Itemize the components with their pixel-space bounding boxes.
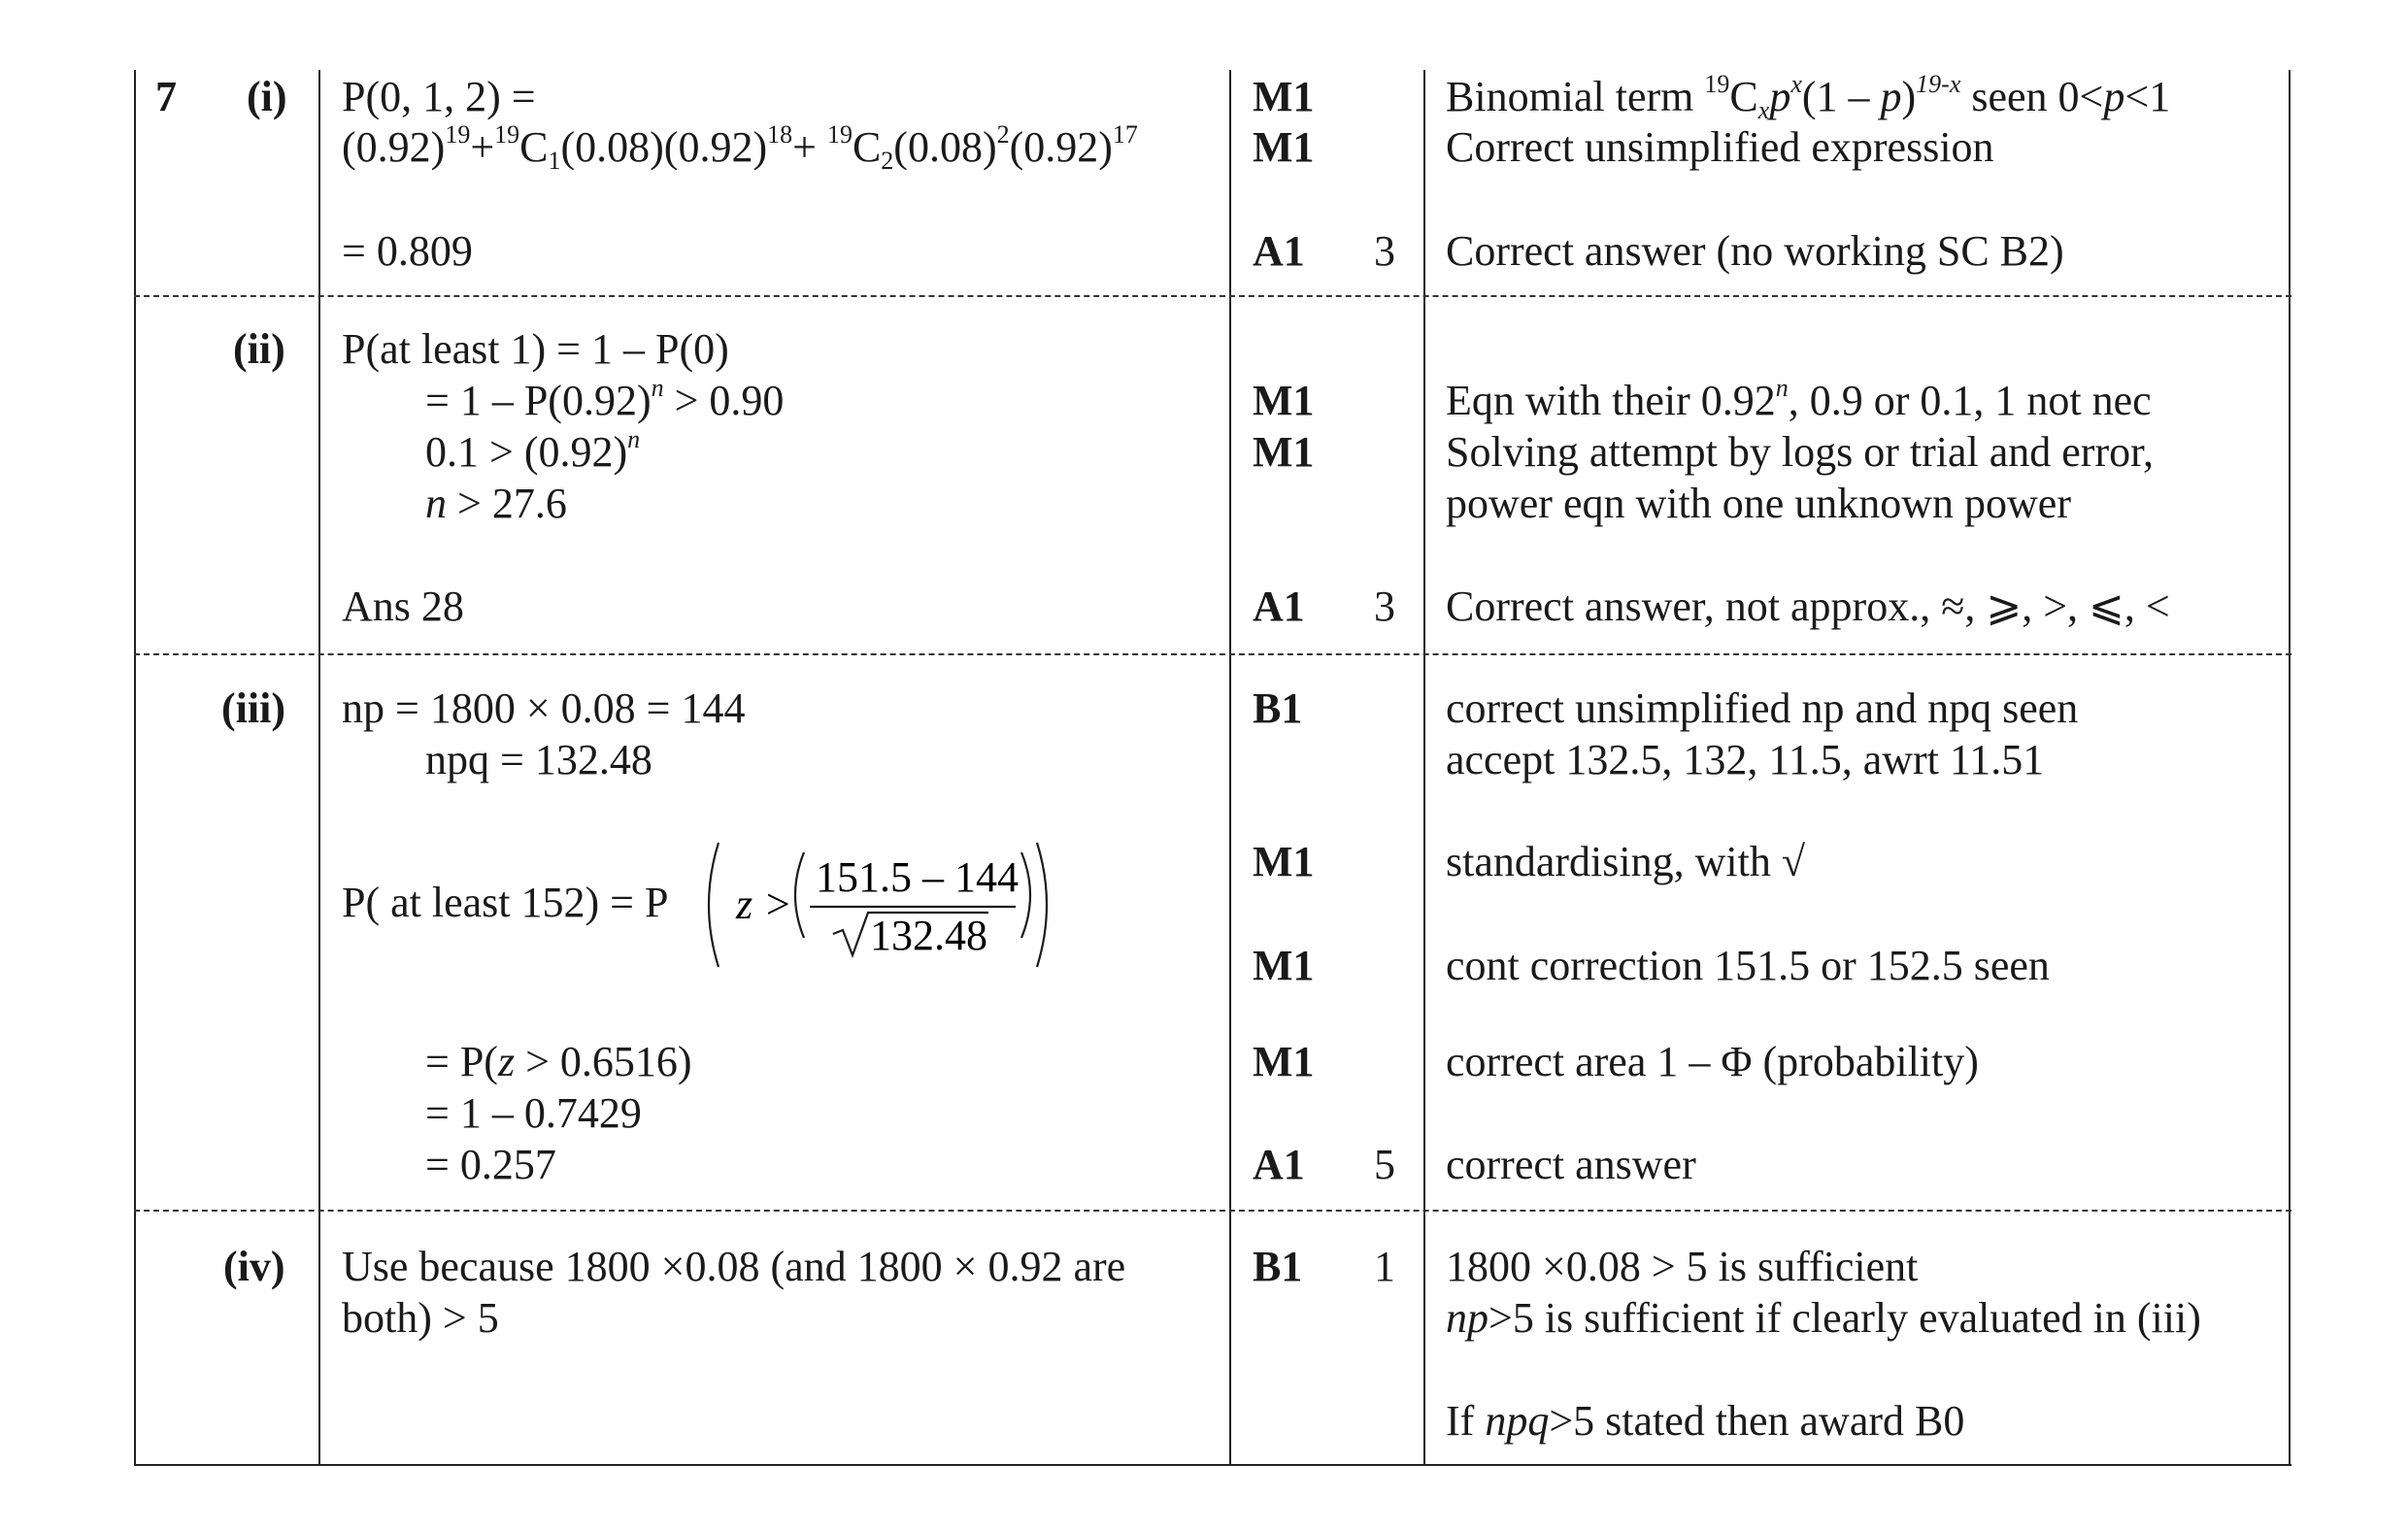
mark-code: A1 — [1253, 582, 1305, 630]
working-line: = P(z > 0.6516) — [425, 1038, 692, 1085]
guidance-line: Correct unsimplified expression — [1446, 123, 1994, 171]
table-border-left — [134, 70, 136, 1465]
mark-total: 1 — [1374, 1243, 1395, 1290]
table-border-right — [2289, 70, 2291, 1465]
table-divider-marks — [1423, 70, 1425, 1465]
part-label: (iii) — [221, 684, 285, 732]
part-label: (i) — [247, 73, 287, 120]
guidance-line: Correct answer (no working SC B2) — [1446, 227, 2064, 275]
question-number: 7 — [155, 73, 177, 120]
mark-code: M1 — [1253, 73, 1315, 120]
mark-total: 3 — [1374, 227, 1395, 275]
guidance-line: Solving attempt by logs or trial and error, — [1446, 428, 2154, 476]
mark-code: M1 — [1253, 123, 1315, 171]
working-line: = 1 – 0.7429 — [425, 1089, 642, 1137]
guidance-line: accept 132.5, 132, 11.5, awrt 11.51 — [1446, 736, 2045, 783]
mark-code: A1 — [1253, 227, 1305, 275]
working-line: P(at least 1) = 1 – P(0) — [342, 325, 729, 373]
fraction-denominator: 132.48 — [870, 912, 987, 959]
guidance-line: correct unsimplified np and npq seen — [1446, 684, 2079, 732]
working-answer: Ans 28 — [342, 582, 464, 630]
mark-code: A1 — [1253, 1141, 1305, 1188]
mark-code: M1 — [1253, 1038, 1315, 1085]
part-label: (ii) — [233, 325, 285, 373]
working-line: = $1 - P(0.92)^n > 0.90$ — [425, 374, 785, 424]
guidance-line: 1800 ×0.08 > 5 is sufficient — [1446, 1243, 1919, 1290]
working-line: P(0, 1, 2) = — [342, 73, 536, 120]
working-line: $0.1 > (0.92)^n$ — [425, 425, 641, 476]
working-line: both) > 5 — [342, 1294, 499, 1342]
mark-code: B1 — [1253, 1243, 1303, 1290]
guidance-line: standardising, with √ — [1446, 838, 1806, 885]
guidance-line: power eqn with one unknown power — [1446, 480, 2071, 527]
standardising-expression — [697, 837, 1058, 973]
mark-code: M1 — [1253, 942, 1315, 989]
working-line: n > 27.6 — [425, 480, 567, 527]
guidance-line: Correct answer, not approx., ≈, ⩾, >, ⩽, < — [1446, 582, 2170, 630]
mark-code: M1 — [1253, 377, 1315, 424]
guidance-line: Binomial term $^{19}$Cxp$^x$(1 – p)$^{19-x}$ seen 0<p<1 — [1446, 70, 2171, 124]
mark-code: M1 — [1253, 428, 1315, 476]
working-line: np = 1800 × 0.08 = 144 — [342, 684, 746, 732]
guidance-line: If npq>5 stated then award B0 — [1446, 1397, 1965, 1445]
working-answer: = 0.809 — [342, 227, 473, 275]
working-answer: = 0.257 — [425, 1141, 556, 1188]
guidance-line: np>5 is sufficient if clearly evaluated in (iii) — [1446, 1294, 2201, 1342]
mark-total: 5 — [1374, 1141, 1395, 1188]
part-label: (iv) — [223, 1243, 285, 1290]
row-separator — [134, 295, 2291, 297]
guidance-line: cont correction 151.5 or 152.5 seen — [1446, 942, 2050, 989]
table-divider-part — [318, 70, 320, 1465]
z-variable: z > — [736, 881, 792, 928]
fraction-numerator: 151.5 – 144 — [816, 853, 1019, 901]
guidance-line: correct answer — [1446, 1141, 1696, 1188]
table-divider-working — [1229, 70, 1231, 1465]
binomial-expression: $(0.92)^{19}+^{19}C1(0.08)(0.92)^{18}+ ^{19}C2(0.08)^2(0.92)^{17}$ — [342, 120, 1138, 175]
table-border-bottom — [134, 1464, 2291, 1466]
working-line: npq = 132.48 — [425, 736, 652, 783]
guidance-line: Eqn with their 0.92$^n$, 0.9 or 0.1, 1 not nec — [1446, 374, 2152, 424]
mark-total: 3 — [1374, 582, 1395, 630]
row-separator — [134, 1210, 2291, 1212]
mark-code: B1 — [1253, 684, 1303, 732]
mark-code: M1 — [1253, 838, 1315, 885]
probability-lhs: P( at least 152) = P — [342, 879, 669, 926]
guidance-line: correct area 1 – Φ (probability) — [1446, 1038, 1979, 1085]
row-separator — [134, 653, 2291, 655]
working-line: Use because 1800 ×0.08 (and 1800 × 0.92 are — [342, 1243, 1126, 1290]
